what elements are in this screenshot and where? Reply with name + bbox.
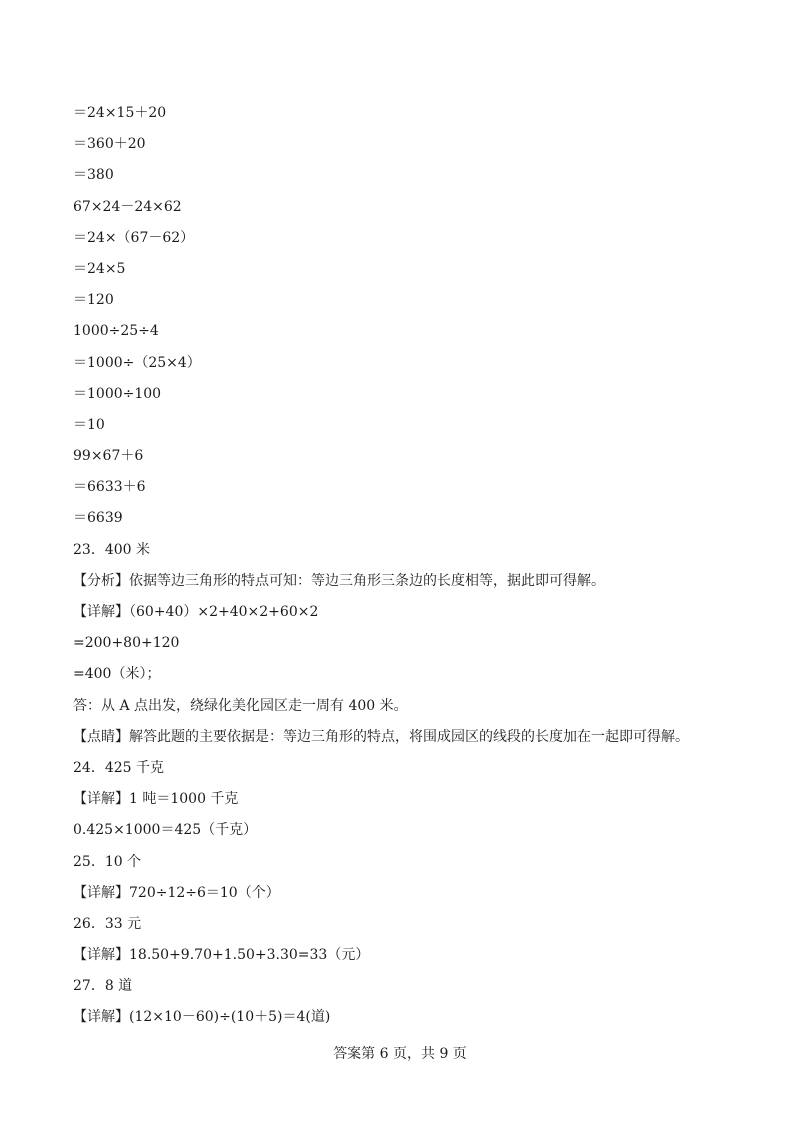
text-line: 1000÷25÷4 (73, 323, 159, 340)
text-line: ＝6633＋6 (73, 479, 146, 496)
text-line: ＝380 (73, 167, 114, 184)
text-line: ＝10 (73, 416, 105, 433)
detail-line: 【详解】(12×10－60)÷(10＋5)＝4(道) (73, 1009, 331, 1026)
answer-content (73, 103, 753, 1039)
detail-line: 【详解】1 吨＝1000 千克 (73, 791, 239, 808)
text-line: ＝120 (73, 292, 114, 309)
text-line: ＝1000÷100 (73, 385, 162, 402)
text-line: 67×24－24×62 (73, 198, 182, 215)
text-line: 99×67＋6 (73, 448, 144, 465)
text-line: ＝360＋20 (73, 136, 146, 153)
text-line: ＝24×5 (73, 260, 126, 277)
analysis-line: 【分析】依据等边三角形的特点可知：等边三角形三条边的长度相等，据此即可得解。 (73, 572, 605, 589)
page-footer: 答案第 6 页，共 9 页 (333, 1046, 467, 1062)
detail-line: 【详解】（60+40）×2+40×2+60×2 (73, 604, 319, 620)
text-line: ＝6639 (73, 510, 123, 527)
text-line: 0.425×1000＝425（千克） (73, 822, 258, 839)
text-line: =200+80+120 (73, 635, 180, 652)
answer-line: 答：从 A 点出发，绕绿化美化园区走一周有 400 米。 (73, 697, 408, 714)
question-answer-26: 26．33 元 (73, 915, 142, 932)
detail-line: 【详解】18.50+9.70+1.50+3.30=33（元） (73, 947, 370, 964)
text-line: =400（米）； (73, 666, 161, 683)
detail-line: 【详解】720÷12÷6＝10（个） (73, 884, 280, 901)
text-line: ＝1000÷（25×4） (73, 354, 201, 371)
question-answer-25: 25．10 个 (73, 853, 142, 870)
text-line: ＝24×（67－62） (73, 229, 195, 246)
text-line: ＝24×15＋20 (73, 105, 167, 121)
question-answer-24: 24．425 千克 (73, 759, 164, 776)
comment-line: 【点睛】解答此题的主要依据是：等边三角形的特点，将围成园区的线段的长度加在一起即可得解。 (73, 728, 689, 745)
question-answer-23: 23．400 米 (73, 541, 150, 558)
question-answer-27: 27．8 道 (73, 978, 133, 995)
